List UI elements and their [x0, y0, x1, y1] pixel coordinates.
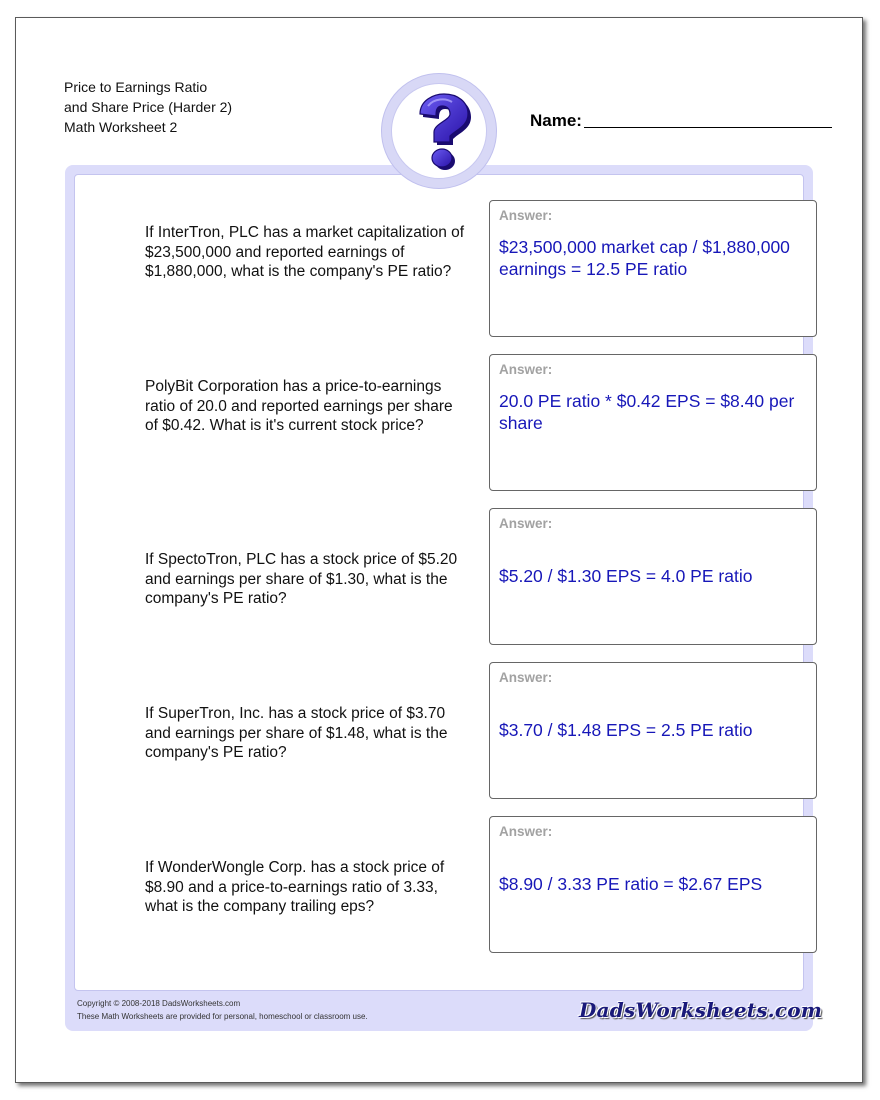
question-4: If SuperTron, Inc. has a stock price of $3.70 and earnings per share of $1.48, what is the company's PE ratio?: [145, 705, 448, 761]
copyright-text: Copyright © 2008-2018 DadsWorksheets.com: [77, 999, 241, 1008]
usage-notice: These Math Worksheets are provided for personal, homeschool or classroom use.: [77, 1012, 368, 1021]
title-line-2: and Share Price (Harder 2): [64, 99, 233, 115]
answer-label: Answer:: [499, 516, 553, 531]
footer-notice: [77, 997, 368, 1023]
answer-text-3: $5.20 / $1.30 EPS = 4.0 PE ratio: [499, 566, 753, 586]
answer-text-1: $23,500,000 market cap / $1,880,000 earnings = 12.5 PE ratio: [499, 237, 790, 279]
brand-logo: DadsWorksheets.com: [579, 998, 823, 1022]
answer-box-2: [489, 354, 817, 491]
question-5: If WonderWongle Corp. has a stock price of $8.90 and a price-to-earnings ratio of 3.33, what is the company trailing eps?: [145, 859, 445, 915]
question-3: If SpectoTron, PLC has a stock price of $5.20 and earnings per share of $1.30, what is the company's PE ratio?: [145, 551, 458, 607]
title-line-1: Price to Earnings Ratio: [64, 79, 208, 95]
title-line-3: Math Worksheet 2: [64, 119, 178, 135]
worksheet-title: [64, 77, 232, 137]
answer-label: Answer:: [499, 208, 553, 223]
answer-label: Answer:: [499, 824, 553, 839]
worksheet-page: [15, 17, 863, 1083]
answer-text-5: $8.90 / 3.33 PE ratio = $2.67 EPS: [499, 874, 763, 894]
answer-box-4: [489, 662, 817, 799]
name-field-line: [584, 127, 832, 128]
logo-badge: [381, 73, 497, 189]
answer-box-1: [489, 200, 817, 337]
answer-label: Answer:: [499, 362, 553, 377]
answer-box-5: [489, 816, 817, 953]
worksheet-content: [74, 174, 804, 991]
answer-text-4: $3.70 / $1.48 EPS = 2.5 PE ratio: [499, 720, 753, 740]
question-mark-icon: [406, 92, 474, 172]
worksheet-frame: [65, 165, 813, 1031]
question-1: If InterTron, PLC has a market capitalization of $23,500,000 and reported earnings of $1,880,000, what is the company's PE ratio?: [145, 224, 465, 280]
answer-text-2: 20.0 PE ratio * $0.42 EPS = $8.40 per share: [499, 391, 795, 433]
question-2: PolyBit Corporation has a price-to-earnings ratio of 20.0 and reported earnings per share of $0.42. What is it's current stock price?: [145, 378, 453, 434]
answer-label: Answer:: [499, 670, 553, 685]
answer-box-3: [489, 508, 817, 645]
name-label: Name:: [530, 111, 582, 130]
